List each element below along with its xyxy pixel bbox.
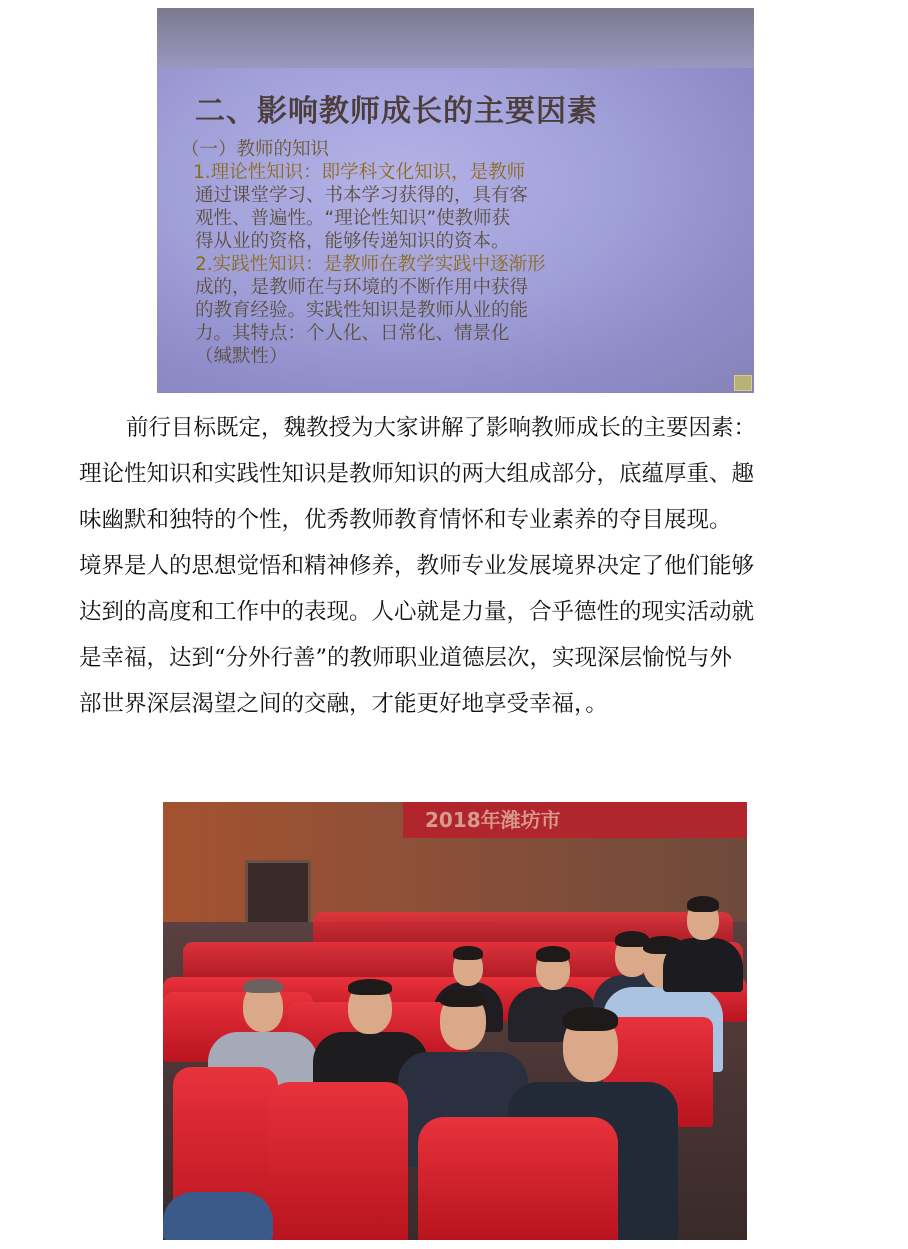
seat	[418, 1117, 618, 1240]
seat	[268, 1082, 408, 1240]
slide-line: 2.实践性知识：是教师在教学实践中逐渐形	[195, 254, 546, 275]
paragraph-line: 部世界深层渴望之间的交融，才能更好地享受幸福，。	[79, 691, 608, 717]
slide-top-band	[157, 8, 754, 68]
slide-line: （一）教师的知识	[181, 139, 330, 160]
audience-member	[163, 1172, 273, 1240]
audience-member	[663, 892, 743, 992]
paragraph-line: 味幽默和独特的个性，优秀教师教育情怀和专业素养的夺目展现。	[79, 507, 732, 533]
audience-photo	[163, 802, 747, 1240]
slide-line: 1.理论性知识：即学科文化知识，是教师	[193, 162, 526, 183]
photo-door	[245, 860, 311, 930]
slide-line: 观性、普遍性。“理论性知识”使教师获	[195, 208, 511, 229]
paragraph-line: 境界是人的思想觉悟和精神修养，教师专业发展境界决定了他们能够	[79, 553, 755, 579]
paragraph-line: 是幸福，达到“分外行善”的教师职业道德层次，实现深层愉悦与外	[79, 645, 733, 671]
slide-line: 力。其特点：个人化、日常化、情景化	[195, 323, 510, 344]
paragraph-line: 达到的高度和工作中的表现。人心就是力量，合乎德性的现实活动就	[79, 599, 755, 625]
slide-line: 通过课堂学习、书本学习获得的，具有客	[195, 185, 529, 206]
slide-line: （缄默性）	[195, 346, 288, 367]
slide-line: 成的，是教师在与环境的不断作用中获得	[195, 277, 529, 298]
slide-title: 二、影响教师成长的主要因素	[195, 94, 598, 129]
article-paragraph	[79, 405, 839, 727]
slide-photo	[157, 8, 754, 393]
paragraph-line: 前行目标既定，魏教授为大家讲解了影响教师成长的主要因素：	[126, 415, 757, 441]
photo-banner: 2018年潍坊市	[403, 802, 747, 838]
paragraph-line: 理论性知识和实践性知识是教师知识的两大组成部分，底蕴厚重、趣	[79, 461, 755, 487]
slide-line: 的教育经验。实践性知识是教师从业的能	[195, 300, 529, 321]
slide-body	[181, 138, 741, 368]
slide-line: 得从业的资格，能够传递知识的资本。	[195, 231, 510, 252]
slide-corner-icon	[734, 375, 752, 391]
